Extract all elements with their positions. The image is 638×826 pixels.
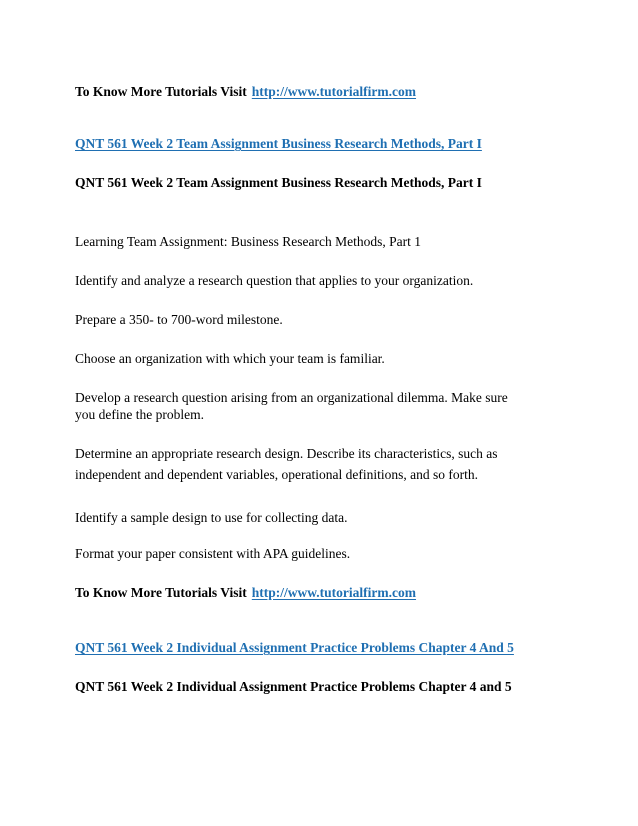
document-page (75, 0, 620, 826)
assignment-link-title[interactable]: QNT 561 Week 2 Team Assignment Business Research Methods, Part I (75, 136, 482, 151)
tutorialfirm-link[interactable]: http://www.tutorialfirm.com (251, 585, 417, 600)
assignment-heading: QNT 561 Week 2 Individual Assignment Practice Problems Chapter 4 and 5 (75, 679, 512, 694)
promo-label: To Know More Tutorials Visit (75, 84, 247, 99)
promo-line-bottom (75, 584, 416, 601)
promo-line-top (75, 83, 416, 100)
paragraph-sample-design: Identify a sample design to use for collecting data. (75, 510, 348, 525)
paragraph-learning-team: Learning Team Assignment: Business Research Methods, Part 1 (75, 234, 422, 249)
paragraph-choose-organization: Choose an organization with which your team is familiar. (75, 351, 385, 366)
paragraph-apa-format: Format your paper consistent with APA guidelines. (75, 546, 351, 561)
paragraph-develop-question-1: Develop a research question arising from an organizational dilemma. Make sure (75, 390, 508, 405)
paragraph-word-count: Prepare a 350- to 700-word milestone. (75, 312, 283, 327)
paragraph-identify-question: Identify and analyze a research question that applies to your organization. (75, 273, 474, 288)
assignment-heading: QNT 561 Week 2 Team Assignment Business Research Methods, Part I (75, 175, 482, 190)
paragraph-research-design-1: Determine an appropriate research design. Describe its characteristics, such as (75, 446, 498, 461)
paragraph-develop-question-2: you define the problem. (75, 407, 204, 422)
tutorialfirm-link[interactable]: http://www.tutorialfirm.com (251, 84, 417, 99)
assignment-link-title[interactable]: QNT 561 Week 2 Individual Assignment Practice Problems Chapter 4 And 5 (75, 640, 514, 655)
promo-label: To Know More Tutorials Visit (75, 585, 247, 600)
paragraph-research-design-2: independent and dependent variables, operational definitions, and so forth. (75, 467, 479, 482)
